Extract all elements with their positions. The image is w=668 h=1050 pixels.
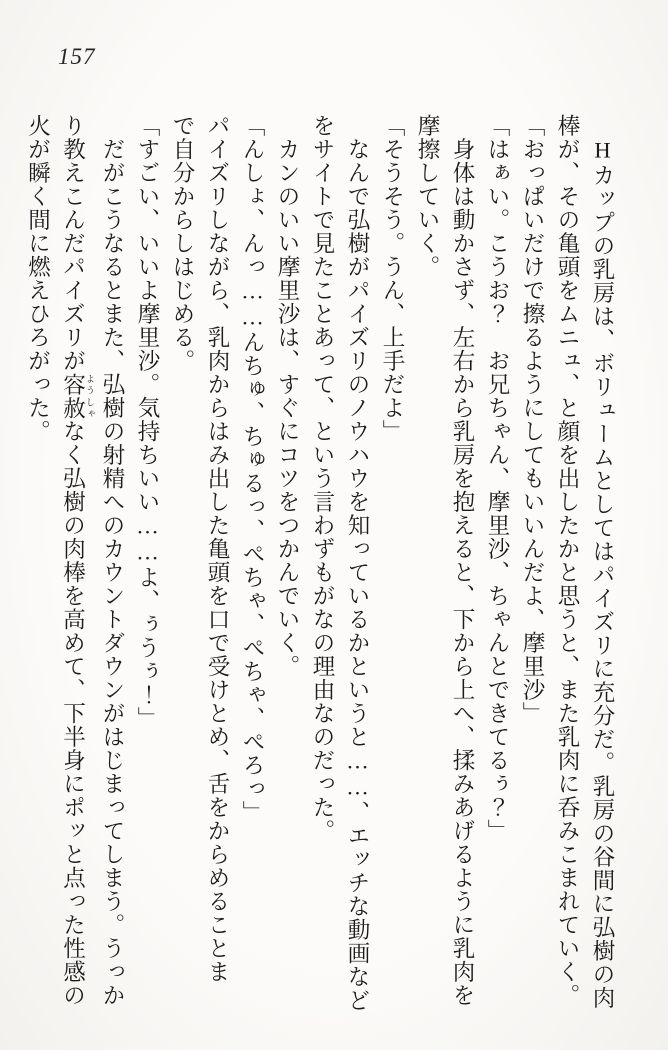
page-number: 157 <box>58 44 96 69</box>
text-line: なんで弘樹がパイズリのノウハウを知っているかというと……、エッチな動画など <box>345 114 370 1012</box>
text-line: Hカップの乳房は、ボリュームとしてはパイズリに充分だ。乳房の谷間に弘樹の肉 <box>590 114 615 1010</box>
text-line: 「すごい、いいよ摩里沙。気持ちいい……よ、ぅうぅ！」 <box>135 114 160 730</box>
text-line: 火が瞬く間に燃えひろがった。 <box>25 114 51 443</box>
text-line: だがこうなるとまた、弘樹の射精へのカウントダウンがはじまってしまう。うっか <box>100 114 125 1007</box>
text-line: カンのいい摩里沙は、すぐにコツをつかんでいく。 <box>275 114 300 678</box>
text-line: 「おっぱいだけで擦るようにしてもいいんだよ、摩里沙」 <box>520 114 545 725</box>
text-line: 摩擦していく。 <box>415 114 440 279</box>
ruby-line-pre: り教えこんだパイズリが <box>60 114 86 373</box>
ruby-line-post: なく弘樹の肉棒を高めて、下半身にポッと点った性感の <box>60 419 86 1007</box>
vertical-text-block <box>21 114 621 1014</box>
text-line: 「はぁい。こうお？ お兄ちゃん、摩里沙、ちゃんとできてるぅ？」 <box>485 114 510 843</box>
text-line: パイズリしながら、乳肉からはみ出した亀頭を口で受けとめ、舌をからめることま <box>205 114 230 984</box>
text-line: 身体は動かさず、左右から乳房を抱えると、下から上へ、揉みあげるように乳肉を <box>450 114 475 1007</box>
ruby-word <box>60 372 95 420</box>
text-line: 「んしょ、んっ……んちゅ、ちゅるっ、ぺちゃ、ぺちゃ、ぺろっ」 <box>240 114 265 824</box>
text-line: で自分からしはじめる。 <box>170 114 195 373</box>
text-line: をサイトで見たことあって、という言わずもがなの理由なのだった。 <box>310 114 335 843</box>
text-line-with-ruby <box>56 114 96 1014</box>
ruby-text: ようしゃ <box>85 372 95 420</box>
ruby-base: 容赦 <box>60 372 86 420</box>
text-line: 「そうそう。うん、上手だよ」 <box>380 114 405 443</box>
text-line: 棒が、その亀頭をムニュ、と顔を出したかと思うと、また乳肉に呑みこまれていく。 <box>555 114 580 1007</box>
